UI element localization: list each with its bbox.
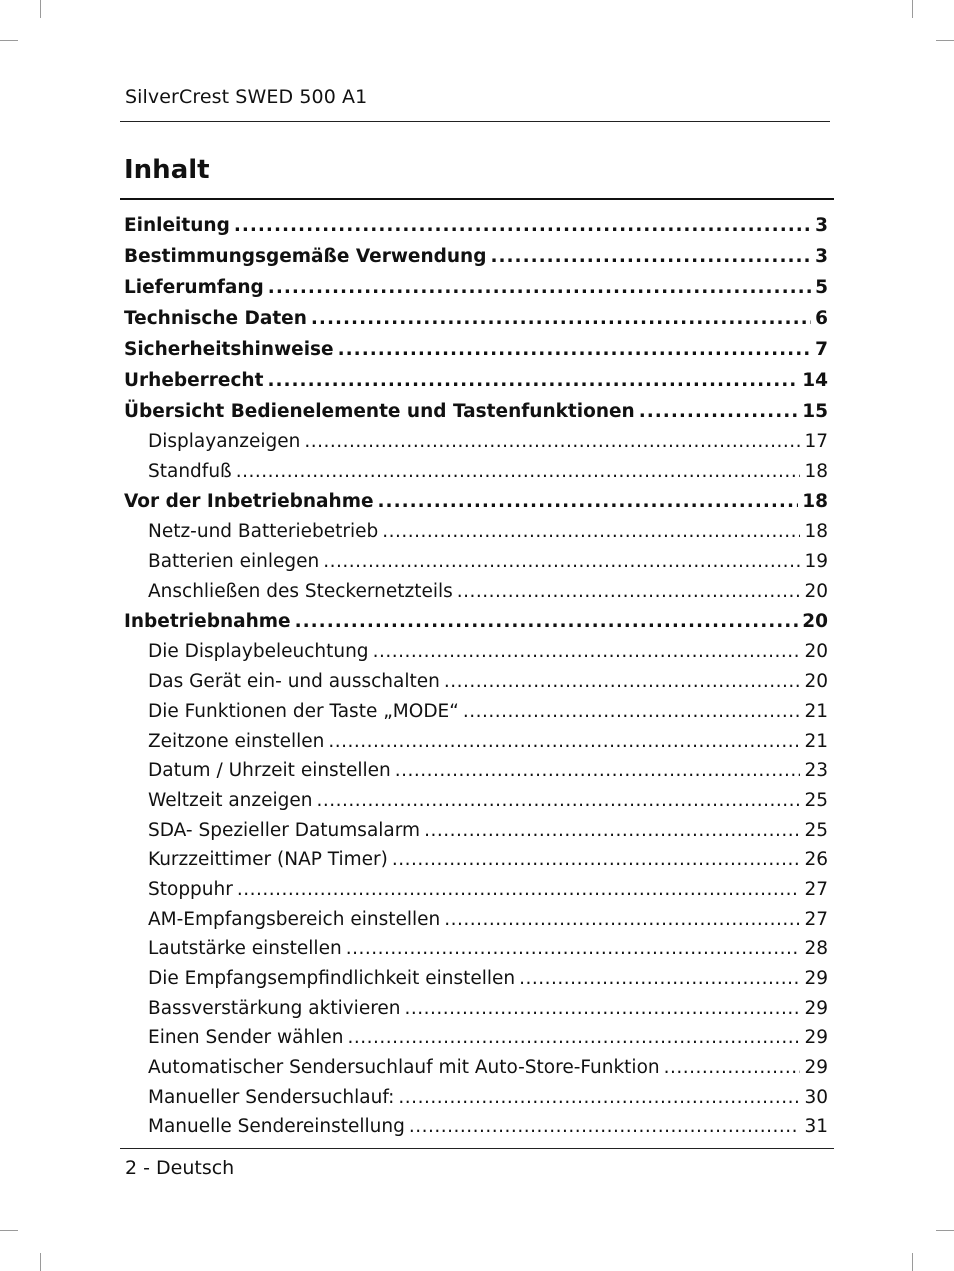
toc-page-number: 15 [802,401,828,422]
toc-leader-dots [519,964,800,994]
toc-page-number: 14 [802,370,828,391]
table-of-contents [124,210,828,1142]
toc-entry-text: Standfuß [148,460,232,482]
running-header: SilverCrest SWED 500 A1 [125,86,368,108]
toc-leader-dots [373,637,801,667]
header-rule [120,121,830,122]
toc-section-entry[interactable] [124,994,828,1024]
toc-chapter-entry[interactable] [124,365,828,396]
crop-mark [936,40,954,41]
toc-entry-text: Zeitzone einstellen [148,730,325,752]
toc-entry-text: Weltzeit anzeigen [148,789,313,811]
toc-page-number: 7 [815,339,828,360]
toc-page-number: 27 [804,878,828,900]
toc-page-number: 18 [802,491,828,513]
toc-entry-text: Batterien einlegen [148,551,320,573]
toc-section-entry[interactable] [124,934,828,964]
toc-leader-dots [395,756,801,786]
toc-section-entry[interactable] [124,905,828,935]
toc-chapter-entry[interactable] [124,272,828,303]
toc-entry-text: Bassverstärkung aktivieren [148,997,401,1019]
toc-leader-dots [444,905,800,935]
toc-page-number: 3 [815,246,828,267]
toc-entry-text: Das Gerät ein- und ausschalten [148,671,440,693]
toc-entry-text: Einleitung [124,215,230,236]
toc-entry-text: AM-Empfangsbereich einstellen [148,908,441,930]
toc-leader-dots [304,427,800,457]
toc-entry-text: Urheberrecht [124,370,264,391]
toc-leader-dots [317,786,801,816]
toc-entry-text: Lautstärke einstellen [148,938,342,960]
toc-page-number: 25 [804,789,828,811]
toc-leader-dots [237,875,801,905]
toc-leader-dots [267,365,798,396]
toc-leader-dots [639,396,799,427]
toc-leader-dots [323,547,800,577]
toc-section-entry[interactable] [124,727,828,757]
toc-leader-dots [398,1083,800,1113]
toc-leader-dots [664,1053,801,1083]
toc-page-number: 17 [804,431,828,452]
toc-page-number: 19 [804,551,828,573]
toc-page-number: 20 [802,611,828,633]
toc-page-number: 28 [804,938,828,960]
toc-page-number: 3 [815,215,828,236]
toc-leader-dots [311,303,811,334]
toc-entry-text: Automatischer Sendersuchlauf mit Auto-Store-Funktion [148,1057,660,1079]
toc-page-number: 21 [804,730,828,752]
toc-entry-text: Inbetriebnahme [124,611,291,633]
crop-mark [40,1253,41,1271]
toc-section-entry[interactable] [124,1023,828,1053]
toc-entry-text: Die Displaybeleuchtung [148,641,369,663]
toc-leader-dots [457,577,801,607]
toc-entry-text: Übersicht Bedienelemente und Tastenfunktionen [124,401,635,422]
toc-page-number: 29 [804,1027,828,1049]
crop-mark [0,1230,18,1231]
toc-leader-dots [268,272,811,303]
crop-mark [912,1253,913,1271]
toc-leader-dots [295,606,799,637]
toc-leader-dots [338,334,812,365]
toc-entry-text: Kurzzeittimer (NAP Timer) [148,849,388,871]
crop-mark [40,0,41,18]
page-footer: 2 - Deutsch [125,1157,235,1179]
crop-mark [936,1230,954,1231]
toc-entry-text: Manueller Sendersuchlauf: [148,1086,395,1108]
toc-entry-text: Vor der Inbetriebnahme [124,491,374,513]
toc-chapter-entry[interactable] [124,210,828,241]
toc-entry-text: Einen Sender wählen [148,1027,344,1049]
toc-page-number: 20 [804,641,828,663]
toc-leader-dots [409,1112,801,1142]
toc-section-entry[interactable] [124,667,828,697]
toc-page-number: 20 [804,671,828,693]
toc-leader-dots [378,486,799,517]
toc-leader-dots [424,816,800,846]
toc-leader-dots [347,1023,800,1053]
toc-section-entry[interactable] [124,816,828,846]
toc-section-entry[interactable] [124,457,828,487]
toc-section-entry[interactable] [124,697,828,727]
toc-entry-text: Die Empfangsempfindlichkeit einstellen [148,968,516,989]
crop-mark [912,0,913,18]
toc-section-entry[interactable] [124,756,828,786]
toc-page-number: 31 [804,1116,828,1138]
toc-page-number: 30 [804,1086,828,1108]
toc-entry-text: SDA- Spezieller Datumsalarm [148,819,421,841]
toc-section-entry[interactable] [124,786,828,816]
toc-section-entry[interactable] [124,845,828,875]
toc-section-entry[interactable] [124,517,828,547]
toc-page-number: 29 [804,997,828,1019]
crop-mark [0,40,18,41]
toc-page-number: 25 [804,819,828,841]
toc-entry-text: Sicherheitshinweise [124,339,334,360]
toc-section-entry[interactable] [124,1083,828,1113]
toc-leader-dots [444,667,801,697]
toc-entry-text: Stoppuhr [148,878,233,900]
toc-leader-dots [490,241,811,272]
toc-page-number: 21 [804,700,828,722]
toc-page-number: 29 [804,968,828,989]
toc-entry-text: Technische Daten [124,308,307,329]
toc-page-number: 18 [804,521,828,543]
toc-entry-text: Bestimmungsgemäße Verwendung [124,246,487,267]
toc-leader-dots [463,697,801,727]
toc-entry-text: Displayanzeigen [148,431,301,452]
toc-leader-dots [236,457,801,487]
toc-page-number: 27 [804,908,828,930]
toc-section-entry[interactable] [124,964,828,994]
toc-entry-text: Netz-und Batteriebetrieb [148,521,379,543]
page-title: Inhalt [124,155,210,185]
toc-page-number: 20 [804,580,828,602]
toc-leader-dots [382,517,800,547]
toc-section-entry[interactable] [124,547,828,577]
toc-chapter-entry[interactable] [124,334,828,365]
toc-entry-text: Anschließen des Steckernetzteils [148,580,453,602]
toc-leader-dots [328,727,800,757]
toc-section-entry[interactable] [124,577,828,607]
toc-entry-text: Datum / Uhrzeit einstellen [148,760,391,782]
toc-page-number: 6 [815,308,828,329]
toc-page-number: 23 [804,760,828,782]
toc-section-entry[interactable] [124,1112,828,1142]
title-rule [120,198,834,200]
toc-leader-dots [392,845,801,875]
toc-leader-dots [234,210,811,241]
toc-section-entry[interactable] [124,637,828,667]
toc-page-number: 26 [804,849,828,871]
toc-leader-dots [405,994,801,1024]
toc-leader-dots [346,934,801,964]
toc-chapter-entry[interactable] [124,241,828,272]
toc-entry-text: Lieferumfang [124,277,264,298]
toc-page-number: 29 [804,1057,828,1079]
toc-section-entry[interactable] [124,427,828,457]
toc-page-number: 18 [804,460,828,482]
toc-chapter-entry[interactable] [124,396,828,427]
toc-chapter-entry[interactable] [124,606,828,637]
toc-entry-text: Die Funktionen der Taste „MODE“ [148,700,459,722]
toc-chapter-entry[interactable] [124,486,828,517]
toc-section-entry[interactable] [124,875,828,905]
toc-chapter-entry[interactable] [124,303,828,334]
toc-page-number: 5 [815,277,828,298]
toc-entry-text: Manuelle Sendereinstellung [148,1116,405,1138]
toc-section-entry[interactable] [124,1053,828,1083]
footer-rule [120,1148,834,1149]
